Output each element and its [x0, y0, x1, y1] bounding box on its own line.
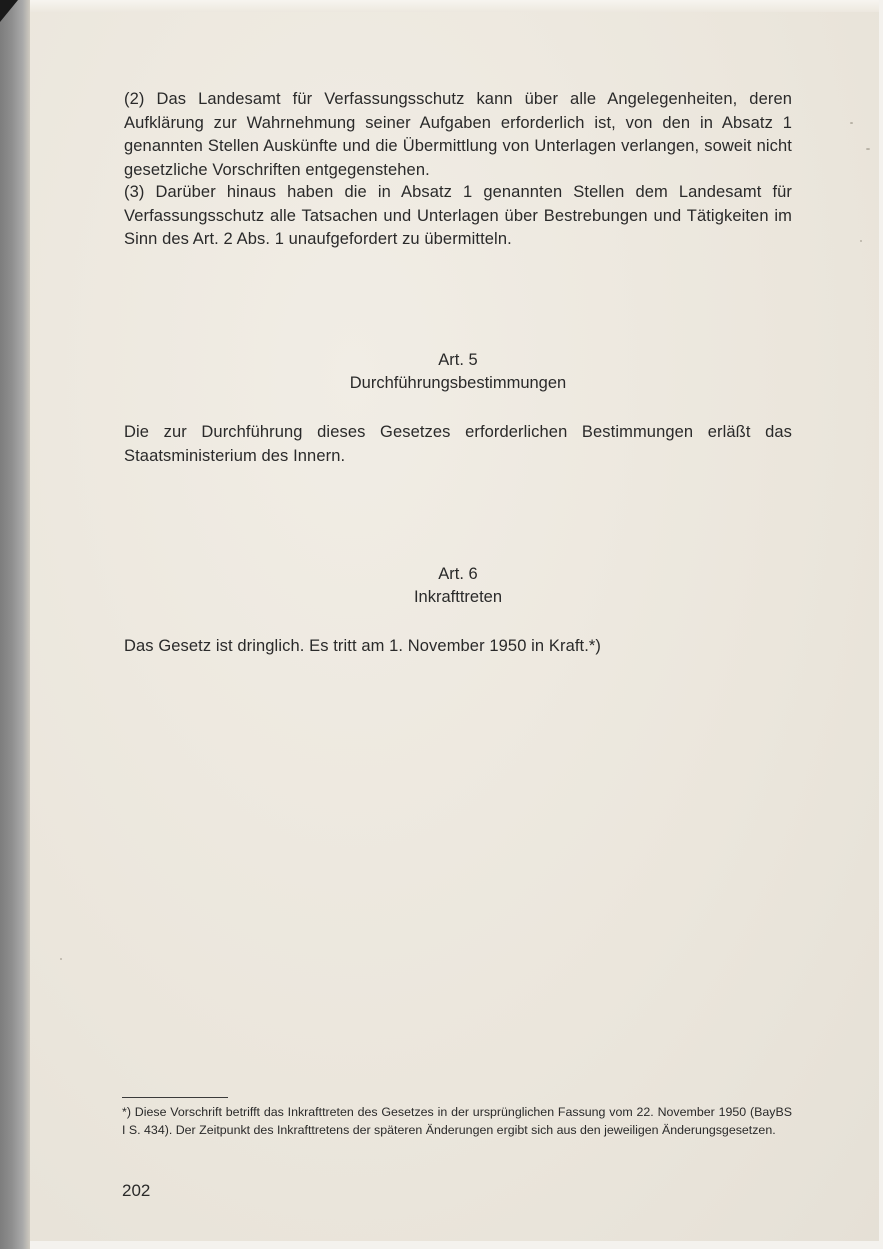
paper-speck	[866, 148, 870, 150]
page-number: 202	[122, 1181, 151, 1200]
top-page-edge	[30, 0, 883, 12]
footnote: *) Diese Vorschrift betrifft das Inkrafttreten des Gesetzes in der ursprünglichen Fassung vom 22. November 1950 (BayBS I S. 434). Der Zeitpunkt des Inkrafttretens der späteren Änderungen ergibt sich aus den jeweiligen Änderungsgesetzen.	[122, 1105, 792, 1137]
paper-speck	[60, 958, 62, 960]
right-page-edge	[879, 0, 883, 1249]
paragraph-2: (2) Das Landesamt für Verfassungsschutz kann über alle Angelegenheiten, deren Aufklärung zur Wahrnehmung seiner Aufgaben erforderlich ist, von den in Absatz 1 genannten Stellen Auskünfte und die Übermittlung von Unterlagen verlangen, soweit nicht gesetzliche Vorschriften entgegenstehen.	[124, 90, 792, 179]
article-5-number: Art. 5	[438, 351, 478, 369]
footnote-divider	[122, 1097, 228, 1098]
corner-mark	[0, 0, 18, 22]
article-5-text: Die zur Durchführung dieses Gesetzes erforderlichen Bestimmungen erläßt das Staatsministerium des Innern.	[124, 423, 792, 465]
article-6-number: Art. 6	[438, 565, 478, 583]
article-6-title: Inkrafttreten	[413, 588, 503, 606]
bottom-page-edge	[30, 1241, 883, 1249]
book-spine-edge	[0, 0, 30, 1249]
article-5-title: Durchführungsbestimmungen	[349, 374, 567, 392]
article-6-text: Das Gesetz ist dringlich. Es tritt am 1. November 1950 in Kraft.*)	[124, 637, 602, 655]
paper-speck	[860, 240, 862, 242]
paper-speck	[850, 122, 853, 124]
paragraph-3: (3) Darüber hinaus haben die in Absatz 1 genannten Stellen dem Landesamt für Verfassungsschutz alle Tatsachen und Unterlagen über Bestrebungen und Tätigkeiten im Sinn des Art. 2 Abs. 1 unaufgefordert zu übermitteln.	[124, 183, 792, 248]
